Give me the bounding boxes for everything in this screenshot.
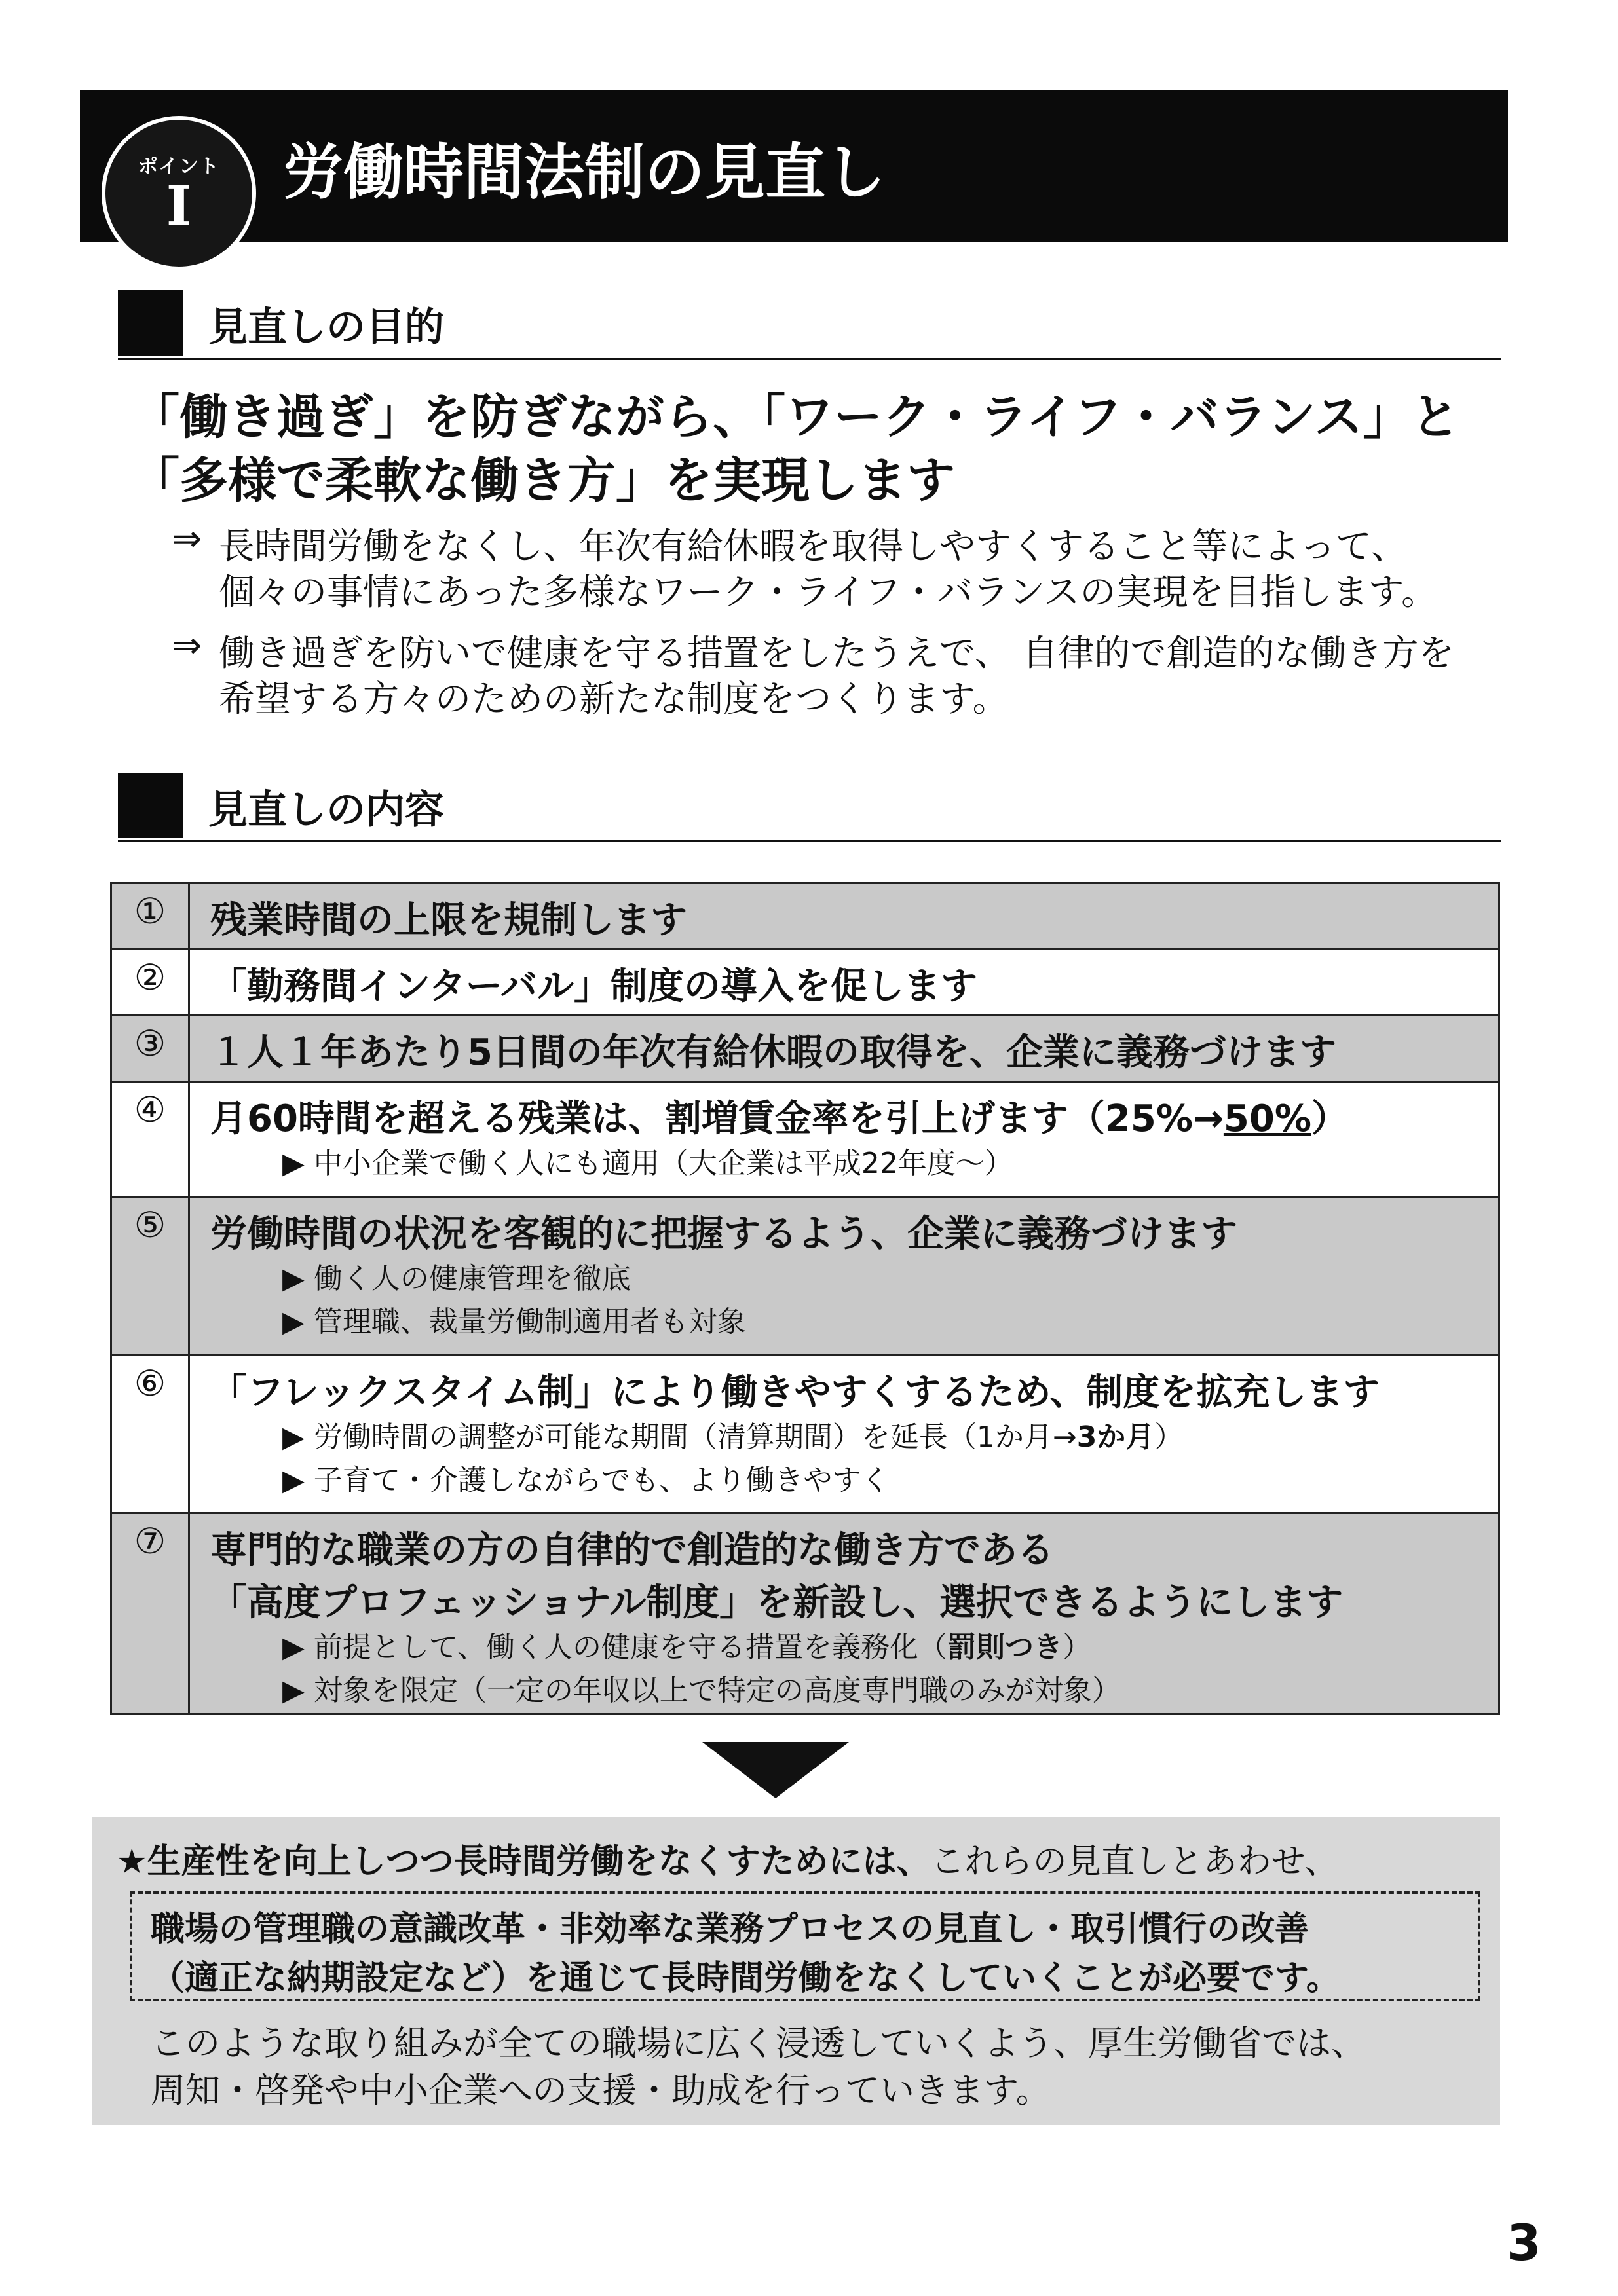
row-main-text-pre: 月60時間を超える残業は、割増賃金率を引上げます（25%→ bbox=[210, 1098, 1224, 1140]
section-title-purpose: 見直しの目的 bbox=[208, 305, 444, 350]
row-sub-text-pre: ▶ 労働時間の調整が可能な期間（清算期間）を延長（1か月→ bbox=[282, 1420, 1077, 1454]
point-badge bbox=[102, 116, 256, 270]
row-sub-text: ▶ 管理職、裁量労働制適用者も対象 bbox=[282, 1305, 746, 1339]
closing-line-1: このような取り組みが全ての職場に広く浸透していくよう、厚生労働省では、 bbox=[151, 2024, 1366, 2064]
row-sub-text-post: ） bbox=[1154, 1420, 1184, 1454]
row-number: ⑥ bbox=[111, 1356, 189, 1513]
table-row bbox=[111, 1356, 1499, 1513]
row-sub-text bbox=[191, 1416, 1497, 1459]
badge-label: ポイント bbox=[138, 155, 219, 178]
table-row bbox=[111, 1016, 1499, 1082]
row-sub-text: ▶ 対象を限定（一定の年収以上で特定の高度専門職のみが対象） bbox=[282, 1674, 1121, 1707]
summary-lead bbox=[117, 1834, 1338, 1883]
section-marker bbox=[118, 290, 183, 356]
bullet-2-line-1: 働き過ぎを防いで健康を守る措置をしたうえで、 自律的で創造的な働き方を bbox=[219, 632, 1455, 674]
row-main-text: 残業時間の上限を規制します bbox=[210, 899, 687, 942]
row-number: ① bbox=[111, 883, 189, 950]
row-main-text: 「高度プロフェッショナル制度」を新設し、選択できるようにします bbox=[210, 1582, 1344, 1624]
bullet-1-line-2: 個々の事情にあった多様なワーク・ライフ・バランスの実現を目指します。 bbox=[219, 571, 1438, 613]
row-sub-emphasis: 3か月 bbox=[1076, 1420, 1155, 1454]
row-sub-text-post: ） bbox=[1062, 1631, 1091, 1664]
row-sub-text-pre: ▶ 前提として、働く人の健康を守る措置を義務化（ bbox=[282, 1631, 947, 1664]
table-row bbox=[111, 883, 1499, 950]
table-row bbox=[111, 1513, 1499, 1714]
row-sub-text: ▶ 子育て・介護しながらでも、より働きやすく bbox=[282, 1464, 890, 1497]
table-row bbox=[111, 950, 1499, 1016]
page-number: 3 bbox=[1507, 2213, 1541, 2272]
page-title: 労働時間法制の見直し bbox=[283, 138, 886, 208]
callout-line-2: （適正な納期設定など）を通じて長時間労働をなくしていくことが必要です。 bbox=[151, 1959, 1340, 1998]
row-sub-text bbox=[191, 1626, 1497, 1669]
section-rule bbox=[118, 840, 1501, 842]
row-main-text: 「フレックスタイム制」により働きやすくするため、制度を拡充します bbox=[210, 1371, 1380, 1414]
section-rule bbox=[118, 358, 1501, 360]
summary-lead-rest: これらの見直しとあわせ、 bbox=[930, 1842, 1339, 1881]
row-sub-text: ▶ 中小企業で働く人にも適用（大企業は平成22年度～） bbox=[282, 1147, 1013, 1180]
down-arrow-icon bbox=[702, 1742, 849, 1798]
section-title-content: 見直しの内容 bbox=[208, 787, 444, 833]
row-number: ③ bbox=[111, 1016, 189, 1082]
bullet-arrow: ⇒ bbox=[172, 624, 202, 666]
row-main-text: 専門的な職業の方の自律的で創造的な働き方である bbox=[210, 1529, 1054, 1572]
row-main-text: 労働時間の状況を客観的に把握するよう、企業に義務づけます bbox=[210, 1213, 1237, 1255]
table-row bbox=[111, 1082, 1499, 1197]
row-main-text-post: ） bbox=[1311, 1098, 1348, 1140]
callout-line-1: 職場の管理職の意識改革・非効率な業務プロセスの見直し・取引慣行の改善 bbox=[151, 1910, 1309, 1949]
headline-line-2: 「多様で柔軟な働き方」を実現します bbox=[131, 453, 955, 509]
badge-number: Ⅰ bbox=[166, 175, 192, 238]
bullet-1-line-1: 長時間労働をなくし、年次有給休暇を取得しやすくすること等によって、 bbox=[219, 525, 1407, 567]
bullet-2-line-2: 希望する方々のための新たな制度をつくります。 bbox=[219, 678, 1009, 720]
row-main-text: １人１年あたり5日間の年次有給休暇の取得を、企業に義務づけます bbox=[210, 1031, 1336, 1074]
row-number: ⑤ bbox=[111, 1197, 189, 1356]
row-sub-emphasis: 罰則つき bbox=[947, 1631, 1063, 1664]
table-row bbox=[111, 1197, 1499, 1356]
row-main-emphasis: 50% bbox=[1223, 1098, 1311, 1140]
row-sub-text: ▶ 働く人の健康管理を徹底 bbox=[282, 1262, 631, 1295]
measures-table bbox=[110, 882, 1500, 1715]
section-marker bbox=[118, 773, 183, 838]
summary-lead-bold: ★生産性を向上しつつ長時間労働をなくすためには、 bbox=[117, 1842, 931, 1881]
row-number: ④ bbox=[111, 1082, 189, 1197]
row-number: ② bbox=[111, 950, 189, 1016]
bullet-arrow: ⇒ bbox=[172, 517, 202, 559]
closing-line-2: 周知・啓発や中小企業への支援・助成を行っていきます。 bbox=[151, 2071, 1051, 2111]
row-main-text bbox=[191, 1083, 1497, 1142]
headline-line-1: 「働き過ぎ」を防ぎながら、「ワーク・ライフ・バランス」と bbox=[131, 389, 1460, 445]
row-main-text: 「勤務間インターバル」制度の導入を促します bbox=[210, 965, 977, 1008]
row-number: ⑦ bbox=[111, 1513, 189, 1714]
